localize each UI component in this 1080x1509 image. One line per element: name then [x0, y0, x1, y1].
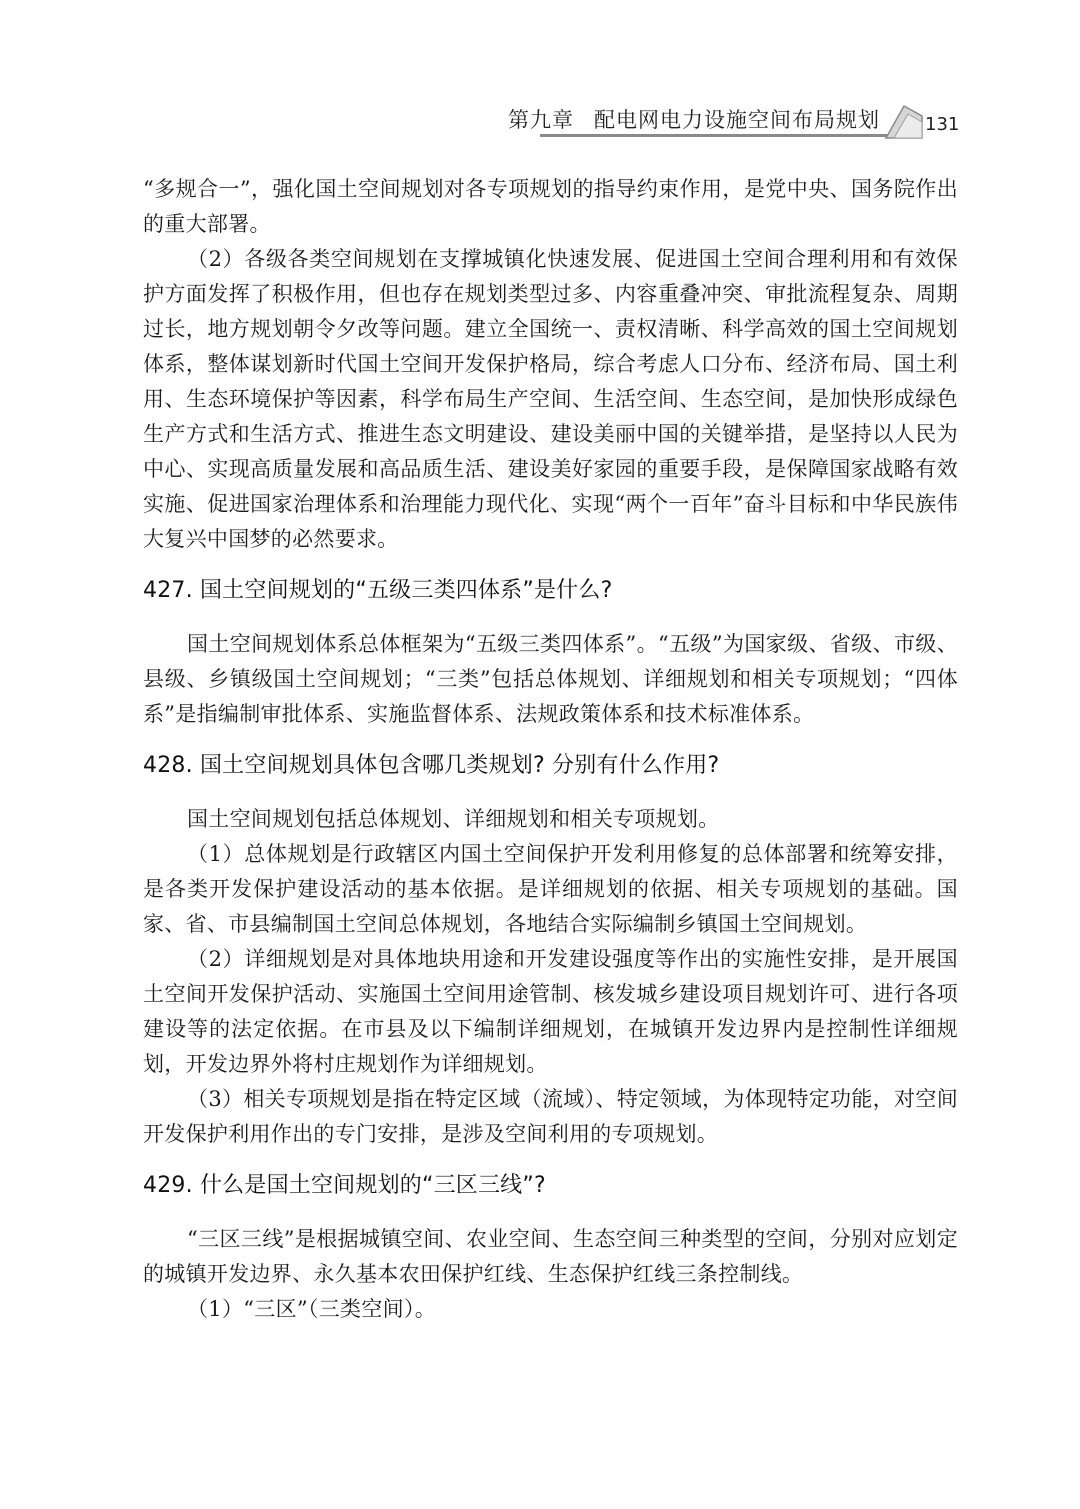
question-heading-429: 429. 什么是国土空间规划的“三区三线”?: [143, 1173, 546, 1198]
answer-paragraph-428-item-3: （3）相关专项规划是指在特定区域（流域）、特定领域，为体现特定功能，对空间开发保护利用作出的专门安排，是涉及空间利用的专项规划。: [143, 1087, 958, 1146]
chapter-heading: [508, 104, 880, 134]
answer-paragraph-428-intro: 国土空间规划包括总体规划、详细规划和相关专项规划。: [187, 807, 720, 831]
answer-paragraph-429-item-1: （1）“三区”（三类空间）。: [187, 1297, 437, 1321]
book-tab-icon: [884, 100, 924, 140]
paragraph-continued: “多规合一”，强化国土空间规划对各专项规划的指导约束作用，是党中央、国务院作出的重大部署。: [143, 177, 958, 236]
answer-paragraph-428-item-2: （2）详细规划是对具体地块用途和开发建设强度等作出的实施性安排，是开展国土空间开发保护活动、实施国土空间用途管制、核发城乡建设项目规划许可、进行各项建设等的法定依据。在市县及以下编制详细规划，在城镇开发边界内是控制性详细规划，开发边界外将村庄规划作为详细规划。: [143, 947, 958, 1076]
paragraph-item-2: （2）各级各类空间规划在支撑城镇化快速发展、促进国土空间合理利用和有效保护方面发挥了积极作用，但也存在规划类型过多、内容重叠冲突、审批流程复杂、周期过长，地方规划朝令夕改等问题。建立全国统一、责权清晰、科学高效的国土空间规划体系，整体谋划新时代国土空间开发保护格局，综合考虑人口分布、经济布局、国土利用、生态环境保护等因素，科学布局生产空间、生活空间、生态空间，是加快形成绿色生产方式和生活方式、推进生态文明建设、建设美丽中国的关键举措，是坚持以人民为中心、实现高质量发展和高品质生活、建设美好家园的重要手段，是保障国家战略有效实施、促进国家治理体系和治理能力现代化、实现“两个一百年”奋斗目标和中华民族伟大复兴中国梦的必然要求。: [143, 247, 958, 551]
answer-paragraph-427: 国土空间规划体系总体框架为“五级三类四体系”。“五级”为国家级、省级、市级、县级、乡镇级国土空间规划；“三类”包括总体规划、详细规划和相关专项规划；“四体系”是指编制审批体系、实施监督体系、法规政策体系和技术标准体系。: [143, 632, 958, 726]
answer-paragraph-428-item-1: （1）总体规划是行政辖区内国土空间保护开发利用修复的总体部署和统筹安排，是各类开发保护建设活动的基本依据。是详细规划的依据、相关专项规划的基础。国家、省、市县编制国土空间总体规划，各地结合实际编制乡镇国土空间规划。: [143, 842, 958, 936]
question-heading-428: 428. 国土空间规划具体包含哪几类规划? 分别有什么作用?: [143, 753, 720, 778]
header-rule: [540, 134, 890, 137]
page-body: [143, 172, 958, 1327]
question-heading-427: 427. 国土空间规划的“五级三类四体系”是什么?: [143, 578, 613, 603]
chapter-number: 第九章: [508, 108, 574, 132]
chapter-title: 配电网电力设施空间布局规划: [594, 108, 880, 132]
running-header: [0, 100, 1080, 146]
answer-paragraph-429-intro: “三区三线”是根据城镇空间、农业空间、生态空间三种类型的空间，分别对应划定的城镇开发边界、永久基本农田保护红线、生态保护红线三条控制线。: [143, 1227, 958, 1286]
page-number: 131: [925, 114, 960, 135]
